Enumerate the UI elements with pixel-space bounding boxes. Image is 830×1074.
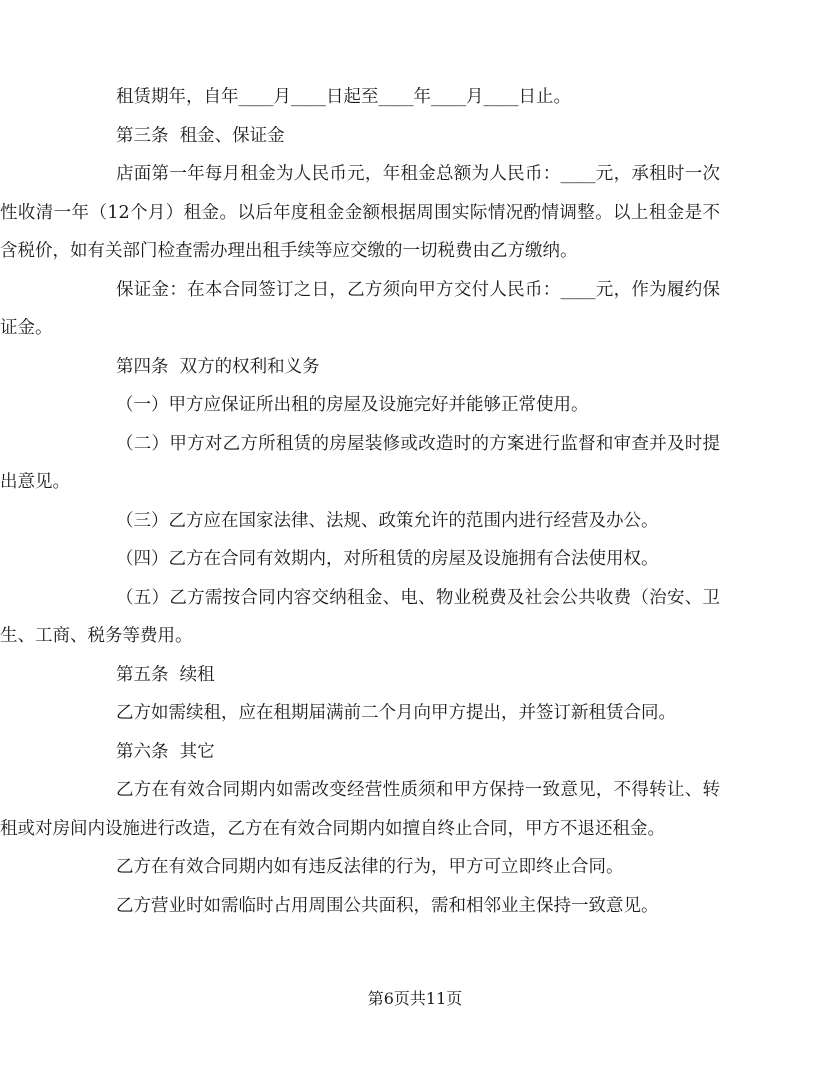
paragraph-right-2: （二）甲方对乙方所租赁的房屋装修或改造时的方案进行监督和审查并及时提出意见。 xyxy=(0,433,720,492)
paragraph-lease-term: 租赁期年，自年____月____日起至____年____月____日止。 xyxy=(116,87,571,107)
paragraph-right-1: （一）甲方应保证所出租的房屋及设施完好并能够正常使用。 xyxy=(116,395,589,415)
paragraph-renewal: 乙方如需续租，应在租期届满前二个月向甲方提出，并签订新租赁合同。 xyxy=(116,703,676,723)
paragraph-right-3: （三）乙方应在国家法律、法规、政策允许的范围内进行经营及办公。 xyxy=(116,510,659,531)
paragraph-other-1: 乙方在有效合同期内如需改变经营性质须和甲方保持一致意见，不得转让、转租或对房间内设施进行改造，乙方在有效合同期内如擅自终止合同，甲方不退还租金。 xyxy=(0,780,720,839)
paragraph-other-2: 乙方在有效合同期内如有违反法律的行为，甲方可立即终止合同。 xyxy=(116,857,624,877)
paragraph-rent: 店面第一年每月租金为人民币元，年租金总额为人民币：____元，承租时一次性收清一年（12个月）租金。以后年度租金金额根据周围实际情况酌情调整。以上租金是不含税价，如有关部门检查需办理出租手续等应交缴的一切税费由乙方缴纳。 xyxy=(0,164,720,261)
paragraph-right-5: （五）乙方需按合同内容交纳租金、电、物业税费及社会公共收费（治安、卫生、工商、税务等费用。 xyxy=(0,587,720,646)
paragraph-deposit: 保证金：在本合同签订之日，乙方须向甲方交付人民币：____元，作为履约保证金。 xyxy=(0,279,720,338)
page-number-footer: 第6页共11页 xyxy=(367,989,463,1008)
paragraph-other-3: 乙方营业时如需临时占用周围公共面积，需和相邻业主保持一致意见。 xyxy=(116,895,659,916)
paragraph-right-4: （四）乙方在合同有效期内，对所租赁的房屋及设施拥有合法使用权。 xyxy=(116,549,659,569)
heading-article-4: 第四条 双方的权利和义务 xyxy=(116,356,320,377)
heading-article-3: 第三条 租金、保证金 xyxy=(116,125,285,146)
heading-article-6: 第六条 其它 xyxy=(116,741,215,762)
heading-article-5: 第五条 续租 xyxy=(116,664,215,685)
document-body xyxy=(0,78,720,925)
